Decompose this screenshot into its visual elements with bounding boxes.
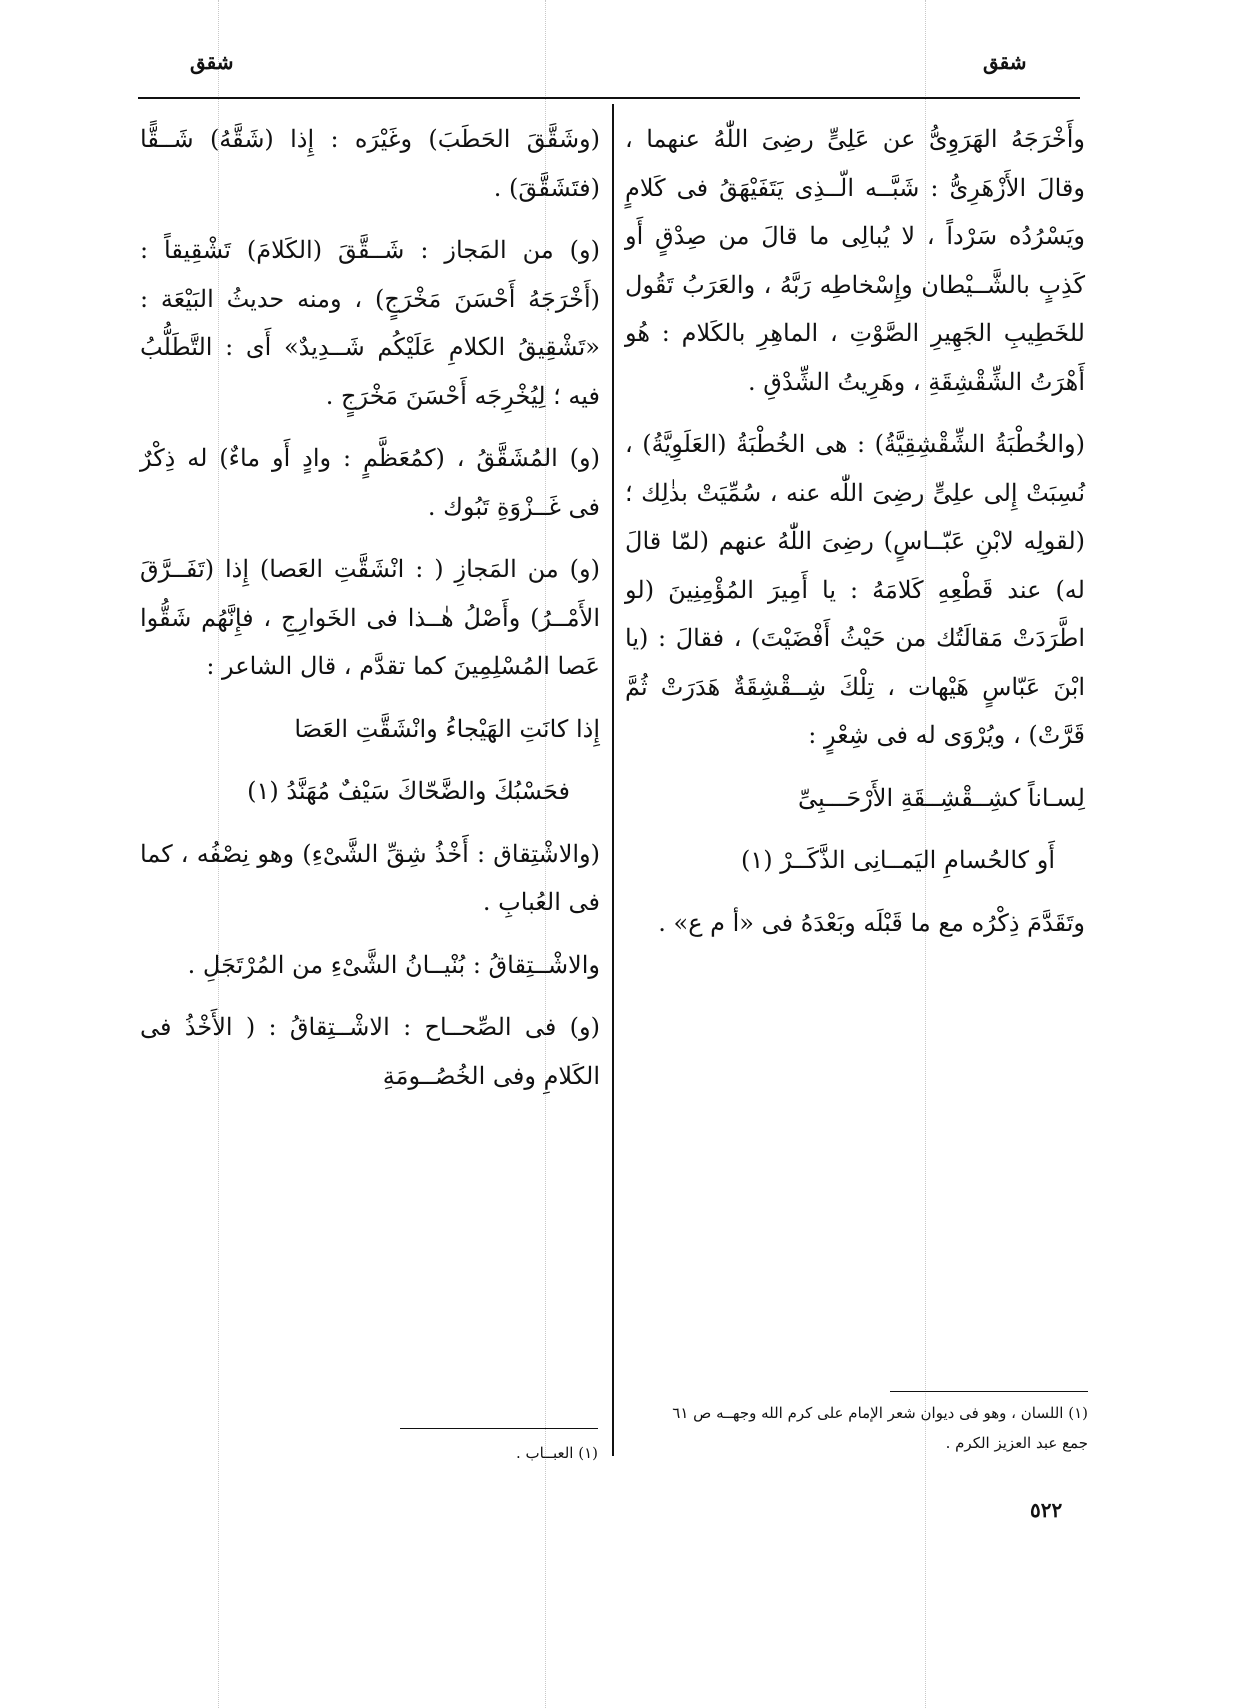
footnote-left: (١) العبــاب . [515, 1444, 598, 1462]
poem-line: لِسـاناً كشِــقْشِــقَةِ الأَرْحَـــبِىِّ [798, 783, 1085, 812]
left-column [140, 115, 600, 1114]
paragraph: (و) فى الصِّحــاح : الاشْــتِقاقُ : ( الأَخْذُ فى الكَلامِ وفى الخُصُــومَةِ [140, 1013, 600, 1090]
paragraph: (و) المُشَقَّقُ ، (كمُعَظَّمٍ : وادٍ أَو ماءٌ) له ذِكْرٌ فى غَــزْوَةِ تَبُوك . [140, 444, 600, 521]
poem-line: إِذا كانَتِ الهَيْجاءُ وانْشَقَّتِ العَصَا [294, 714, 600, 743]
footnote-rule-left [400, 1428, 598, 1429]
paragraph: (و) من المَجازِ ( : انْشَقَّتِ العَصا) إِذا (تَفَــرَّقَ الأَمْــرُ) وأَصْلُ هٰــذا فى الخَوارِجِ ، فإِنَّهُم شَقُّوا عَصا المُسْلِمِينَ كما تقدَّم ، قال الشاعر : [140, 555, 600, 680]
paragraph: (والخُطْبَةُ الشِّقْشِقِيَّةُ) : هى الخُطْبَةُ (العَلَوِيَّةُ) ، نُسِبَتْ إِلى علِىٍّ رضِىَ اللّٰه عنه ، سُمِّيَتْ بذٰلِك ؛ (لقولِه لابْنِ عَبّــاسٍ) رضِىَ اللّٰهُ عنهم (لمّا قالَ له) عند قَطْعِهِ كَلامَهُ : يا أَمِيرَ المُؤْمِنِينَ (لو اطَّرَدَتْ مَقالَتُك من حَيْثُ أَفْضَيْتَ) ، فقالَ : (يا ابْنَ عَبّاسٍ هَيْهات ، تِلْكَ شِــقْشِقَةٌ هَدَرَتْ ثُمَّ قَرَّتْ) ، ويُرْوَى له فى شِعْرٍ : [625, 430, 1085, 749]
footnote-right: (١) اللسان ، وهو فى ديوان شعر الإمام على كرم الله وجهــه ص ٦١ جمع عبد العزيز الكرم . [672, 1404, 1088, 1452]
paragraph: والاشْــتِقاقُ : بُنْيــانُ الشَّىْءِ من المُرْتَجَلِ . [187, 950, 600, 979]
poem-line: أَو كالحُسامِ اليَمــانِى الذَّكَــرْ (١) [741, 846, 1055, 874]
paragraph: وأَخْرَجَهُ الهَرَوِىُّ عن عَلِىٍّ رضِىَ اللّٰهُ عنهما ، وقالَ الأَزْهَرِىُّ : شَبَّــه الّــذِى يَتَفَيْهَقُ فى كَلامٍ ويَسْرُدُه سَرْداً ، لا يُبالِى ما قالَ من صِدْقٍ أَو كَذِبٍ بالشَّــيْطان وإِسْخاطِه رَبَّهُ ، والعَرَبُ تَقُول للخَطِيبِ الجَهِيرِ الصَّوْتِ ، الماهِرِ بالكَلام : هُو أَهْرَتُ الشِّقْشِقَةِ ، وهَرِيتُ الشِّدْقِ . [625, 125, 1085, 396]
column-divider [612, 104, 614, 1456]
paragraph: (و) من المَجاز : شَــقَّقَ (الكَلامَ) تَشْقِيقاً : (أَخْرَجَهُ أَحْسَنَ مَخْرَجٍ) ، ومنه حديثُ البَيْعَة : «تَشْقِيقُ الكلامِ عَلَيْكُم شَــدِيدٌ» أَى : التَّطَلُّبُ فيه ؛ لِيُخْرِجَه أَحْسَنَ مَخْرَجٍ . [140, 236, 600, 410]
running-head-left: شقق [190, 50, 234, 74]
paragraph: وتَقَدَّمَ ذِكْرُه مع ما قَبْلَه وبَعْدَهُ فى «أ م ع» . [658, 908, 1085, 937]
poem-line: فحَسْبُكَ والضَّحّاكَ سَيْفٌ مُهَنَّدُ (١) [247, 777, 570, 805]
paragraph: (والاشْتِقاق : أَخْذُ شِقِّ الشَّىْءِ) وهو نِصْفُه ، كما فى العُبابِ . [140, 839, 600, 916]
paragraph: (وشَقَّقَ الحَطَبَ) وغَيْرَه : إِذا (شَقَّهُ) شَــقًّا (فتَشَقَّقَ) . [140, 125, 600, 202]
header-rule [138, 97, 1080, 99]
right-column [625, 115, 1085, 961]
footnote-rule-right [890, 1391, 1088, 1392]
page-number: ٥٢٢ [1030, 1498, 1063, 1522]
running-head-right: شقق [983, 50, 1027, 74]
